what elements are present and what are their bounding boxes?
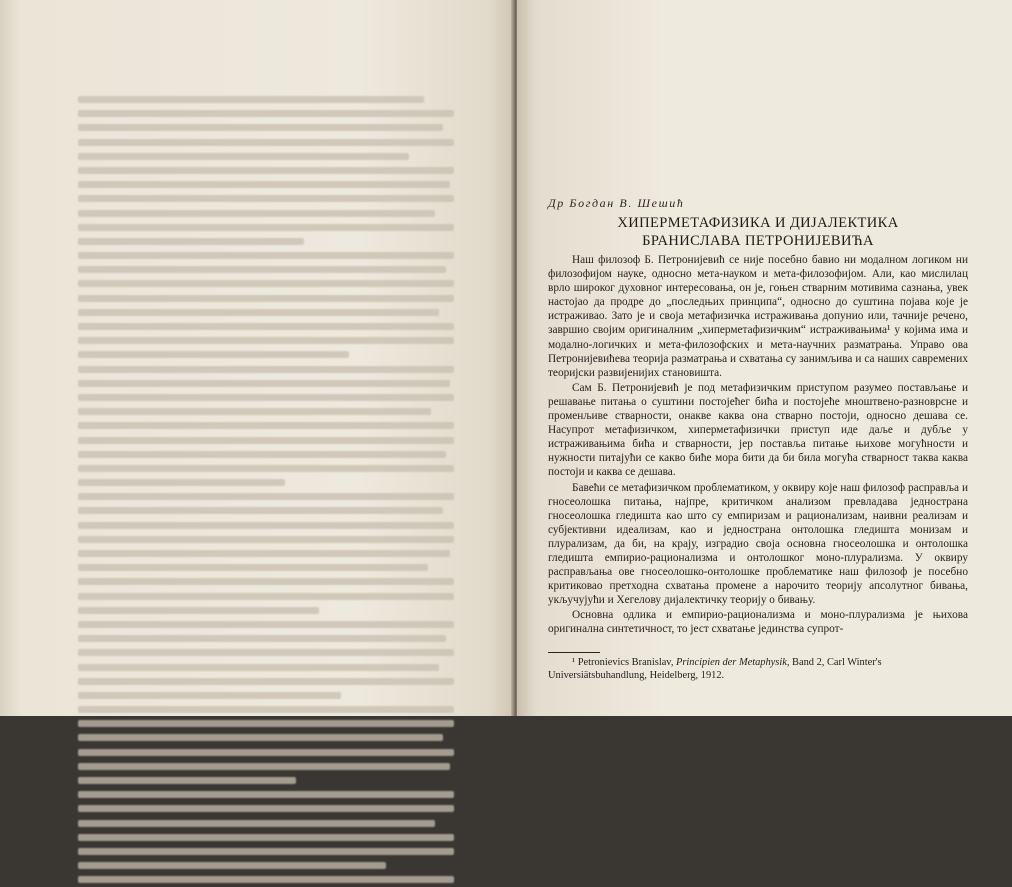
bleed-bar bbox=[78, 507, 443, 514]
bleed-bar bbox=[78, 649, 454, 656]
bleed-bar bbox=[78, 848, 454, 855]
bleed-line bbox=[78, 135, 454, 149]
bleed-line bbox=[78, 759, 454, 773]
footnote bbox=[548, 656, 968, 682]
bleed-bar bbox=[78, 351, 349, 358]
article-author: Др Богдан В. Шешић bbox=[548, 196, 685, 210]
bleed-line bbox=[78, 816, 454, 830]
footnote-text-end: Band 2, Carl Winter's Universiätsbuhandlung, Heidelberg, 1912. bbox=[548, 657, 882, 681]
title-line: БРАНИСЛАВА ПЕТРОНИЈЕВИЋА bbox=[642, 233, 874, 249]
bleed-line bbox=[78, 475, 454, 489]
bleed-line bbox=[78, 163, 454, 177]
bleed-bar bbox=[78, 266, 446, 273]
bleed-line bbox=[78, 745, 454, 759]
footnote-text: Petronievics Branislav, bbox=[575, 657, 677, 668]
bleed-bar bbox=[78, 578, 454, 585]
bleed-line bbox=[78, 560, 454, 574]
footnote-marker: ¹ bbox=[572, 657, 576, 668]
bleed-bar bbox=[78, 238, 304, 245]
bleed-line bbox=[78, 418, 454, 432]
body-paragraph: Основна одлика и емпирио-рационализма и моно-плурализма је њихова оригинална синтетичност, то јест схватање јединства супрот- bbox=[548, 609, 968, 636]
bleed-line bbox=[78, 518, 454, 532]
bleed-bar bbox=[78, 280, 454, 287]
bleed-line bbox=[78, 92, 454, 106]
bleed-line bbox=[78, 589, 454, 603]
bleed-bar bbox=[78, 749, 454, 756]
bleed-bar bbox=[78, 564, 428, 571]
bleed-bar bbox=[78, 777, 296, 784]
bleed-bar bbox=[78, 522, 454, 529]
bleed-bar bbox=[78, 422, 454, 429]
footnote-rule bbox=[548, 652, 600, 653]
bleed-bar bbox=[78, 210, 435, 217]
bleed-bar bbox=[78, 366, 454, 373]
body-paragraph: Наш филозоф Б. Петронијевић се није посебно бавио ни модалном логиком ни филозофијом науке, односно мета-науком и мета-филозофијом. Али, као мислилац врло широког духовног интересовања, он је, гоњен стварним мотивима сазнања, увек настојао да продре до „последњих принципа“, односно до суштина појава које је истраживао. Зато је и своја метафизичка истраживања допунио или, тачније речено, завршио својим оригиналним „хиперметафизичким“ истраживањима¹ у којима има и модално-логичких и мета-филозофских и мета-научних разматрања. Управо ова Петронијевићева теорија разматрања и схватања су занимљива и са наших савремених теоријски развијенијих становишта. bbox=[548, 254, 968, 379]
bleed-line bbox=[78, 489, 454, 503]
bleed-line bbox=[78, 645, 454, 659]
bleed-bar bbox=[78, 692, 341, 699]
bleed-bar bbox=[78, 153, 409, 160]
bleed-line bbox=[78, 333, 454, 347]
bleed-line bbox=[78, 660, 454, 674]
bleed-bar bbox=[78, 465, 454, 472]
bleed-bar bbox=[78, 181, 450, 188]
bleed-line bbox=[78, 120, 454, 134]
bleed-bar bbox=[78, 593, 454, 600]
bleed-bar bbox=[78, 437, 454, 444]
article-title bbox=[548, 214, 968, 250]
bleed-bar bbox=[78, 706, 454, 713]
bleed-line bbox=[78, 730, 454, 744]
footnote-book-title: Principien der Metaphysik, bbox=[676, 657, 790, 668]
bleed-bar bbox=[78, 820, 435, 827]
bleed-bar bbox=[78, 451, 446, 458]
bleed-bar bbox=[78, 862, 386, 869]
bleed-bar bbox=[78, 607, 319, 614]
bleed-line bbox=[78, 305, 454, 319]
bleed-bar bbox=[78, 550, 450, 557]
bleed-line bbox=[78, 319, 454, 333]
bleed-line bbox=[78, 433, 454, 447]
bleed-through-text bbox=[78, 92, 454, 887]
bleed-line bbox=[78, 404, 454, 418]
bleed-bar bbox=[78, 805, 454, 812]
bleed-line bbox=[78, 177, 454, 191]
bleed-bar bbox=[78, 408, 431, 415]
bleed-bar bbox=[78, 394, 454, 401]
bleed-line bbox=[78, 617, 454, 631]
bleed-line bbox=[78, 574, 454, 588]
bleed-bar bbox=[78, 876, 454, 883]
bleed-line bbox=[78, 248, 454, 262]
bleed-bar bbox=[78, 635, 446, 642]
bleed-bar bbox=[78, 493, 454, 500]
bleed-bar bbox=[78, 791, 454, 798]
bleed-bar bbox=[78, 139, 454, 146]
title-line: ХИПЕРМЕТАФИЗИКА И ДИЈАЛЕКТИКА bbox=[617, 215, 899, 231]
body-paragraph: Бавећи се метафизичком проблематиком, у оквиру које наш филозоф расправља и гносеолошка питања, најпре, критичком анализом превладава једнострана гносеолошка гледишта као што су емпиризам и рационализам, наивни реализам и субјективни идеализам, као и једнострана онтолошка гледишта монизам и плурализам, да би, на крају, изградио своја основна гносеолошка и онтолошка гледишта емпирио-рационализма и онтолошког моно-плурализма. У оквиру расправљања ове гносеолошко-онтолошке проблематике наш филозоф је посебно критиковао претходна схватања промене а нарочито теорију апсолутног бивања, укључујући и Хегелову дијалектичку теорију о бивању. bbox=[548, 481, 968, 607]
bleed-bar bbox=[78, 734, 443, 741]
bleed-line bbox=[78, 872, 454, 886]
article-body bbox=[548, 253, 968, 638]
bleed-line bbox=[78, 830, 454, 844]
bleed-line bbox=[78, 716, 454, 730]
bleed-line bbox=[78, 674, 454, 688]
bleed-line bbox=[78, 702, 454, 716]
bleed-bar bbox=[78, 323, 454, 330]
bleed-line bbox=[78, 461, 454, 475]
bleed-line bbox=[78, 149, 454, 163]
bleed-bar bbox=[78, 295, 454, 302]
bleed-line bbox=[78, 631, 454, 645]
bleed-bar bbox=[78, 309, 439, 316]
bleed-bar bbox=[78, 110, 454, 117]
bleed-bar bbox=[78, 536, 454, 543]
bleed-bar bbox=[78, 720, 454, 727]
bleed-bar bbox=[78, 834, 454, 841]
bleed-bar bbox=[78, 763, 450, 770]
bleed-line bbox=[78, 234, 454, 248]
bleed-bar bbox=[78, 195, 454, 202]
bleed-line bbox=[78, 844, 454, 858]
bleed-line bbox=[78, 503, 454, 517]
bleed-bar bbox=[78, 96, 424, 103]
bleed-bar bbox=[78, 664, 439, 671]
bleed-line bbox=[78, 220, 454, 234]
bleed-line bbox=[78, 362, 454, 376]
bleed-bar bbox=[78, 621, 454, 628]
bleed-bar bbox=[78, 678, 454, 685]
left-page bbox=[0, 0, 514, 716]
bleed-line bbox=[78, 347, 454, 361]
bleed-line bbox=[78, 276, 454, 290]
bleed-line bbox=[78, 801, 454, 815]
bleed-bar bbox=[78, 252, 454, 259]
bleed-bar bbox=[78, 380, 450, 387]
bleed-line bbox=[78, 773, 454, 787]
bleed-line bbox=[78, 688, 454, 702]
bleed-bar bbox=[78, 224, 454, 231]
bleed-line bbox=[78, 858, 454, 872]
bleed-line bbox=[78, 206, 454, 220]
bleed-line bbox=[78, 376, 454, 390]
bleed-line bbox=[78, 106, 454, 120]
bleed-line bbox=[78, 191, 454, 205]
bleed-line bbox=[78, 787, 454, 801]
bleed-bar bbox=[78, 124, 443, 131]
body-paragraph: Сам Б. Петронијевић је под метафизичким приступом разумео постављање и решавање питања о суштини постојећег бића и постојеће мноштвено-разноврсне и променљиве стварности, онакве каква она стварно постоји, односно дешава се. Насупрот метафизичком, хиперметафизички приступ иде даље и дубље у истраживањима бића и стварности, јер поставља питање њихове могућности и нужности питајући се какво биће мора бити да би била могућа стварност таква каква постоји и каква се дешава. bbox=[548, 381, 968, 479]
bleed-bar bbox=[78, 479, 285, 486]
bleed-line bbox=[78, 447, 454, 461]
bleed-line bbox=[78, 262, 454, 276]
bleed-bar bbox=[78, 337, 454, 344]
bleed-line bbox=[78, 603, 454, 617]
bleed-line bbox=[78, 546, 454, 560]
bleed-bar bbox=[78, 167, 454, 174]
bleed-line bbox=[78, 291, 454, 305]
bleed-line bbox=[78, 532, 454, 546]
bleed-line bbox=[78, 390, 454, 404]
